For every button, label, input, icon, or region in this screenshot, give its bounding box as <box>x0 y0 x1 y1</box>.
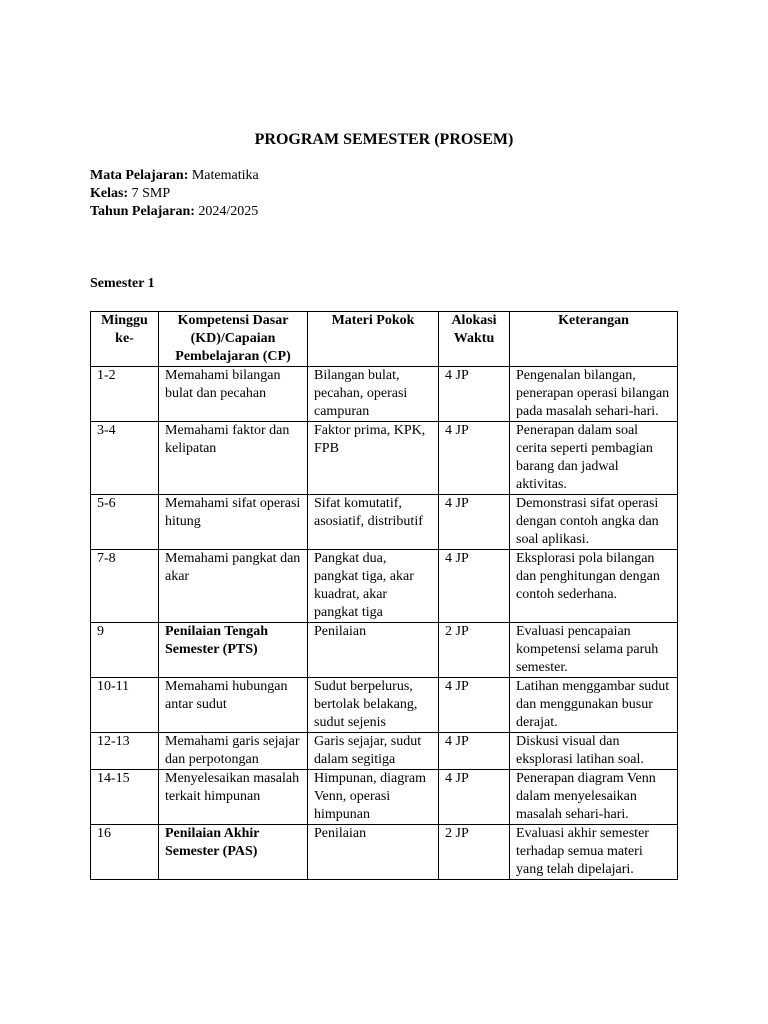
table-row <box>91 623 678 678</box>
year-value: 2024/2025 <box>198 204 259 219</box>
cell-keterangan: Penerapan dalam soal cerita seperti pembagian barang dan jadwal aktivitas. <box>510 422 678 495</box>
table-row <box>91 825 678 880</box>
table-row <box>91 495 678 550</box>
cell-keterangan: Penerapan diagram Venn dalam menyelesaikan masalah sehari-hari. <box>510 770 678 825</box>
header-waktu: Alokasi Waktu <box>439 312 510 367</box>
cell-waktu: 2 JP <box>439 825 510 880</box>
cell-waktu: 2 JP <box>439 623 510 678</box>
subject-line <box>90 167 259 185</box>
year-line <box>90 203 259 221</box>
page-title: PROGRAM SEMESTER (PROSEM) <box>254 131 514 148</box>
cell-keterangan: Eksplorasi pola bilangan dan penghitungan dengan contoh sederhana. <box>510 550 678 623</box>
cell-materi: Penilaian <box>308 825 439 880</box>
cell-waktu: 4 JP <box>439 678 510 733</box>
class-value: 7 SMP <box>131 186 171 201</box>
cell-kd: Memahami faktor dan kelipatan <box>159 422 308 495</box>
cell-kd: Memahami hubungan antar sudut <box>159 678 308 733</box>
header-week: Minggu ke- <box>91 312 159 367</box>
table-row <box>91 770 678 825</box>
cell-week: 16 <box>91 825 159 880</box>
cell-kd: Penilaian Akhir Semester (PAS) <box>159 825 308 880</box>
cell-materi: Bilangan bulat, pecahan, operasi campuran <box>308 367 439 422</box>
cell-materi: Garis sejajar, sudut dalam segitiga <box>308 733 439 770</box>
subject-label: Mata Pelajaran: <box>90 168 189 183</box>
table-row <box>91 678 678 733</box>
header-materi: Materi Pokok <box>308 312 439 367</box>
cell-kd: Memahami bilangan bulat dan pecahan <box>159 367 308 422</box>
cell-week: 7-8 <box>91 550 159 623</box>
semester-heading: Semester 1 <box>90 276 155 291</box>
table-row <box>91 367 678 422</box>
cell-keterangan: Evaluasi pencapaian kompetensi selama paruh semester. <box>510 623 678 678</box>
cell-week: 9 <box>91 623 159 678</box>
cell-week: 1-2 <box>91 367 159 422</box>
table-row <box>91 550 678 623</box>
table-row <box>91 422 678 495</box>
prosem-table <box>90 311 678 880</box>
header-keterangan: Keterangan <box>510 312 678 367</box>
cell-materi: Penilaian <box>308 623 439 678</box>
cell-week: 3-4 <box>91 422 159 495</box>
cell-materi: Pangkat dua, pangkat tiga, akar kuadrat, akar pangkat tiga <box>308 550 439 623</box>
cell-keterangan: Latihan menggambar sudut dan menggunakan busur derajat. <box>510 678 678 733</box>
year-label: Tahun Pelajaran: <box>90 204 195 219</box>
cell-week: 10-11 <box>91 678 159 733</box>
cell-kd: Memahami sifat operasi hitung <box>159 495 308 550</box>
header-kd: Kompetensi Dasar (KD)/Capaian Pembelajaran (CP) <box>159 312 308 367</box>
table-header-row <box>91 312 678 367</box>
table-row <box>91 733 678 770</box>
cell-waktu: 4 JP <box>439 733 510 770</box>
cell-materi: Himpunan, diagram Venn, operasi himpunan <box>308 770 439 825</box>
cell-waktu: 4 JP <box>439 422 510 495</box>
cell-keterangan: Demonstrasi sifat operasi dengan contoh angka dan soal aplikasi. <box>510 495 678 550</box>
cell-kd: Memahami pangkat dan akar <box>159 550 308 623</box>
cell-keterangan: Evaluasi akhir semester terhadap semua materi yang telah dipelajari. <box>510 825 678 880</box>
cell-week: 12-13 <box>91 733 159 770</box>
cell-kd: Memahami garis sejajar dan perpotongan <box>159 733 308 770</box>
cell-waktu: 4 JP <box>439 495 510 550</box>
cell-keterangan: Diskusi visual dan eksplorasi latihan soal. <box>510 733 678 770</box>
class-label: Kelas: <box>90 186 129 201</box>
class-line <box>90 185 259 203</box>
cell-waktu: 4 JP <box>439 770 510 825</box>
cell-materi: Sudut berpelurus, bertolak belakang, sudut sejenis <box>308 678 439 733</box>
subject-value: Matematika <box>191 168 259 183</box>
cell-kd: Menyelesaikan masalah terkait himpunan <box>159 770 308 825</box>
document-meta <box>90 167 259 221</box>
cell-week: 5-6 <box>91 495 159 550</box>
cell-kd: Penilaian Tengah Semester (PTS) <box>159 623 308 678</box>
cell-materi: Faktor prima, KPK, FPB <box>308 422 439 495</box>
cell-keterangan: Pengenalan bilangan, penerapan operasi bilangan pada masalah sehari-hari. <box>510 367 678 422</box>
cell-waktu: 4 JP <box>439 367 510 422</box>
cell-week: 14-15 <box>91 770 159 825</box>
cell-waktu: 4 JP <box>439 550 510 623</box>
cell-materi: Sifat komutatif, asosiatif, distributif <box>308 495 439 550</box>
